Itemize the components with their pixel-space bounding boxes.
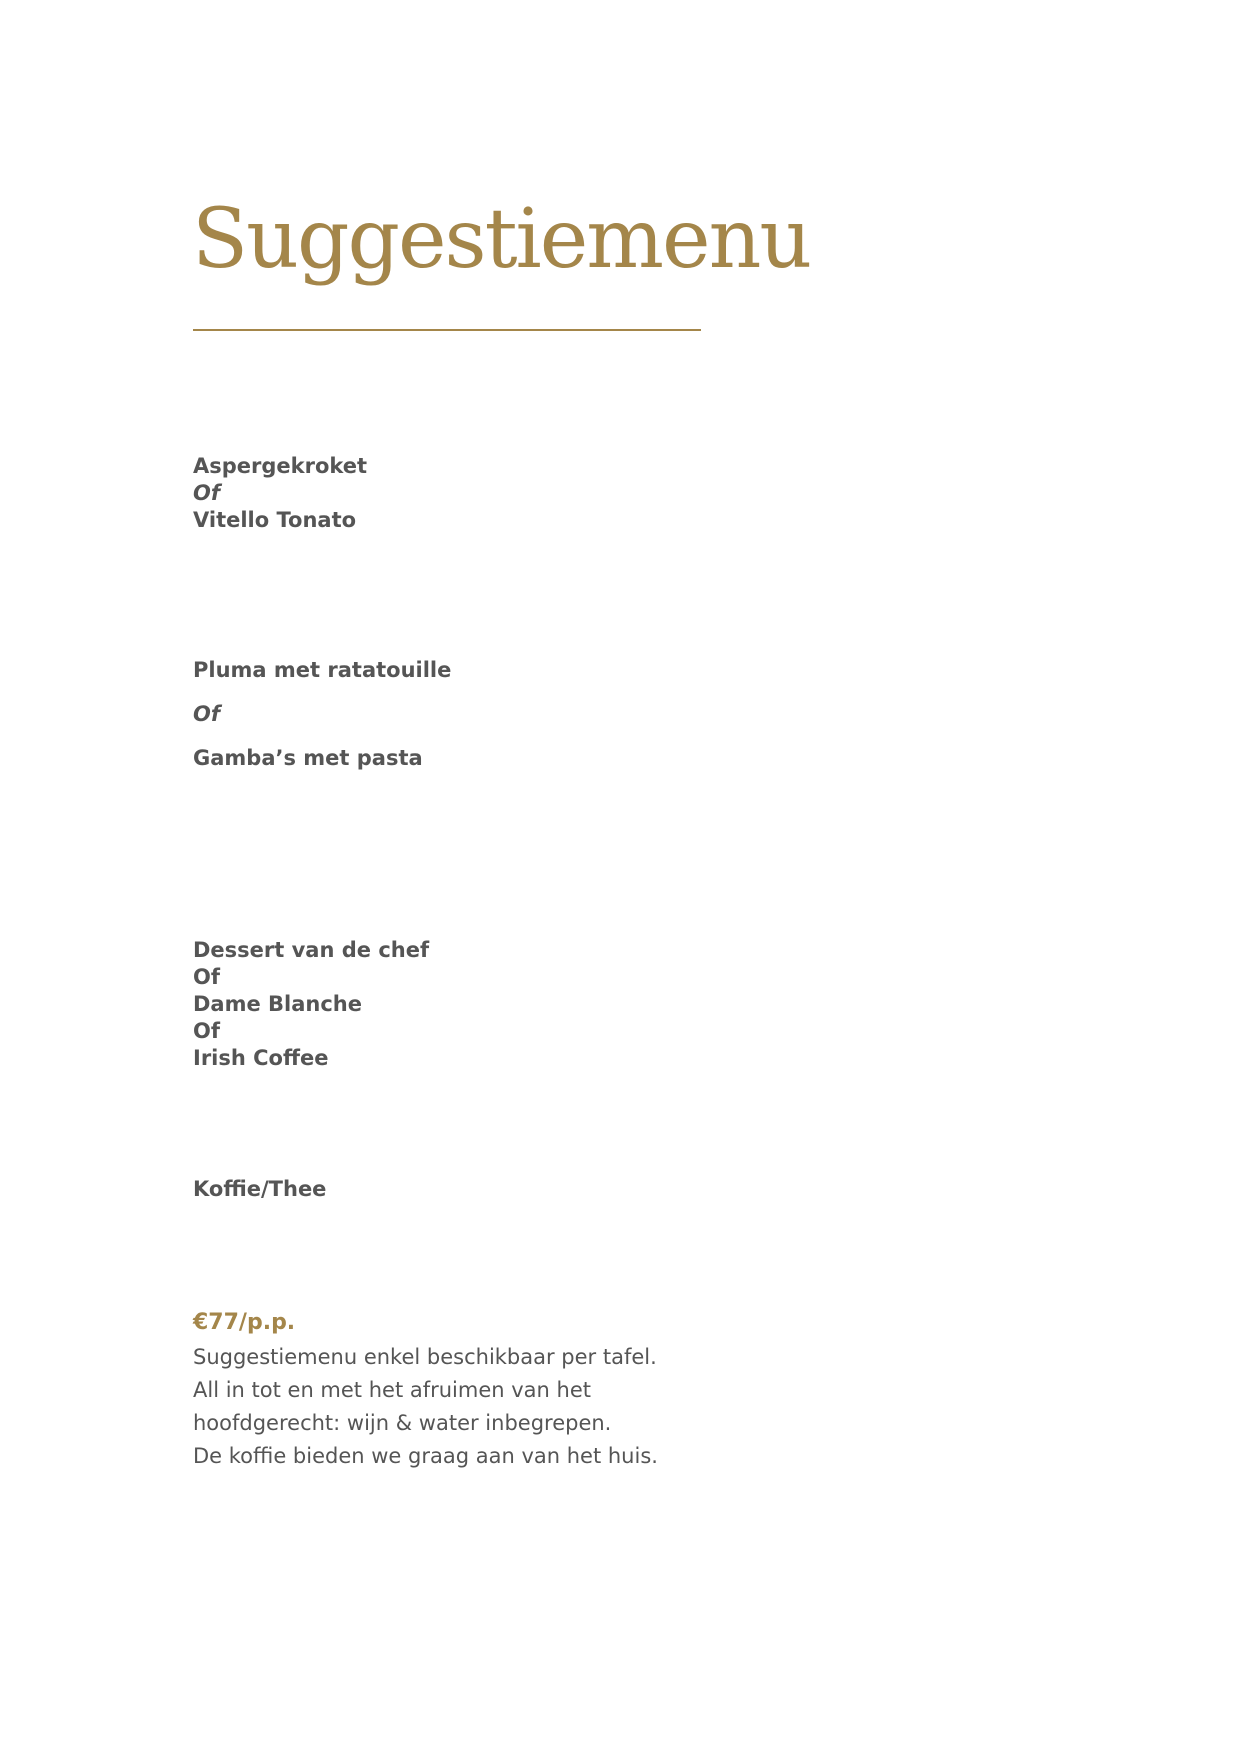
page-title: Suggestiemenu	[192, 192, 811, 287]
price-label: €77/p.p.	[193, 1310, 296, 1335]
note-line: hoofdgerecht: wijn & water inbegrepen.	[193, 1411, 612, 1435]
menu-item: Irish Coffee	[193, 1046, 329, 1070]
or-separator: Of	[193, 1019, 220, 1043]
course-main	[193, 648, 451, 780]
note-line: De koffie bieden we graag aan van het huis.	[193, 1444, 658, 1468]
menu-item: Gamba’s met pasta	[193, 746, 423, 770]
menu-item: Dame Blanche	[193, 992, 363, 1016]
or-separator: Of	[193, 481, 220, 505]
course-drinks	[193, 1176, 326, 1203]
note-line: All in tot en met het afruimen van het	[193, 1378, 591, 1402]
course-dessert	[193, 937, 429, 1072]
or-separator: Of	[193, 965, 220, 989]
menu-item: Pluma met ratatouille	[193, 658, 452, 682]
menu-notes	[193, 1341, 658, 1473]
menu-item: Vitello Tonato	[193, 508, 357, 532]
note-line: Suggestiemenu enkel beschikbaar per tafel.	[193, 1345, 657, 1369]
menu-item: Koffie/Thee	[193, 1177, 327, 1201]
or-separator: Of	[193, 702, 220, 726]
menu-item: Aspergekroket	[193, 454, 368, 478]
course-starter	[193, 453, 367, 534]
menu-item: Dessert van de chef	[193, 938, 430, 962]
title-divider	[193, 329, 701, 331]
